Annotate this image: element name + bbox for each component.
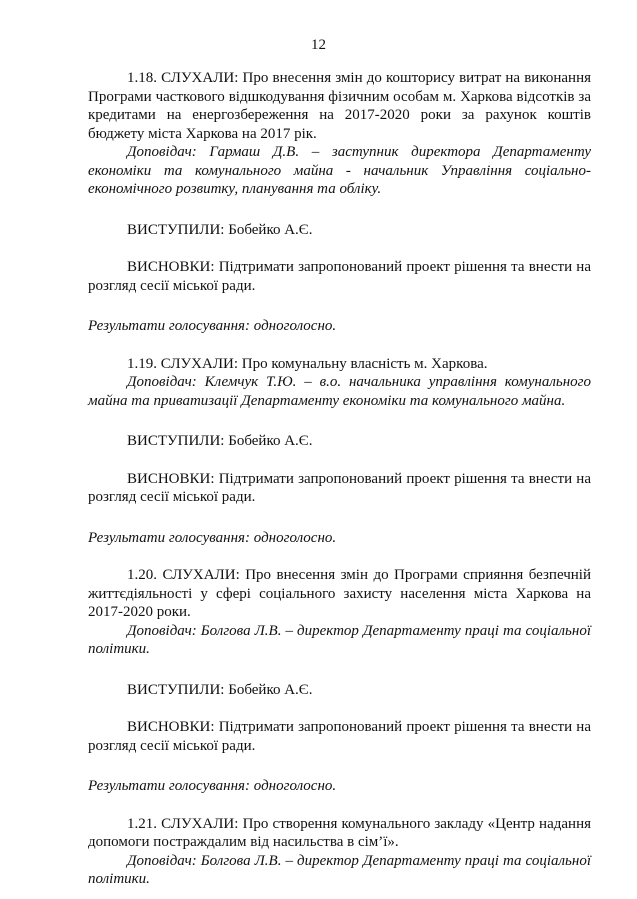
page-number: 12 [311,37,326,53]
item-1-21-heard: 1.21. СЛУХАЛИ: Про створення комунального закладу «Центр надання допомоги постраждалим від насильства в сім’ї». [88,815,591,850]
item-1-20-spoke: ВИСТУПИЛИ: Бобейко А.Є. [127,681,313,698]
item-1-18-conclusions: ВИСНОВКИ: Підтримати запропонований проект рішення та внести на розгляд сесії міської ради. [88,259,591,294]
item-1-18-vote: Результати голосування: одноголосно. [88,318,337,334]
item-1-19-vote: Результати голосування: одноголосно. [88,529,337,546]
item-1-21-speaker: Доповідач: Болгова Л.В. – директор Департаменту праці та соціальної політики. [88,852,591,887]
item-1-20-vote: Результати голосування: одноголосно. [88,778,337,794]
item-1-19-speaker: Доповідач: Клемчук Т.Ю. – в.о. начальника управління комунального майна та приватизації Департаменту економіки та комунального майна. [88,374,591,409]
item-1-19-conclusions: ВИСНОВКИ: Підтримати запропонований проект рішення та внести на розгляд сесії міської ради. [88,470,591,505]
item-1-18-heard: 1.18. СЛУХАЛИ: Про внесення змін до кошторису витрат на виконання Програми часткового відшкодування фізичним особам м. Харкова відсотків за кредитами на енергозбереження на 2017-2020 роки за рахунок коштів бюджету міста Харкова на 2017 рік. [88,70,591,142]
item-1-20-conclusions: ВИСНОВКИ: Підтримати запропонований проект рішення та внести на розгляд сесії міської ради. [88,719,591,754]
item-1-20-heard: 1.20. СЛУХАЛИ: Про внесення змін до Програми сприяння безпечній життєдіяльності у сфері соціального захисту населення міста Харкова на 2017-2020 роки. [88,567,591,620]
item-1-19-heard: 1.19. СЛУХАЛИ: Про комунальну власність м. Харкова. [127,355,488,372]
item-1-19-spoke: ВИСТУПИЛИ: Бобейко А.Є. [127,433,313,449]
minutes-content [88,0,591,889]
item-1-18-speaker: Доповідач: Гармаш Д.В. – заступник директора Департаменту економіки та комунального майна - начальник Управління соціально-економічного розвитку, планування та обліку. [88,144,591,197]
item-1-20-speaker: Доповідач: Болгова Л.В. – директор Департаменту праці та соціальної політики. [88,622,591,657]
item-1-18-spoke: ВИСТУПИЛИ: Бобейко А.Є. [127,221,313,238]
